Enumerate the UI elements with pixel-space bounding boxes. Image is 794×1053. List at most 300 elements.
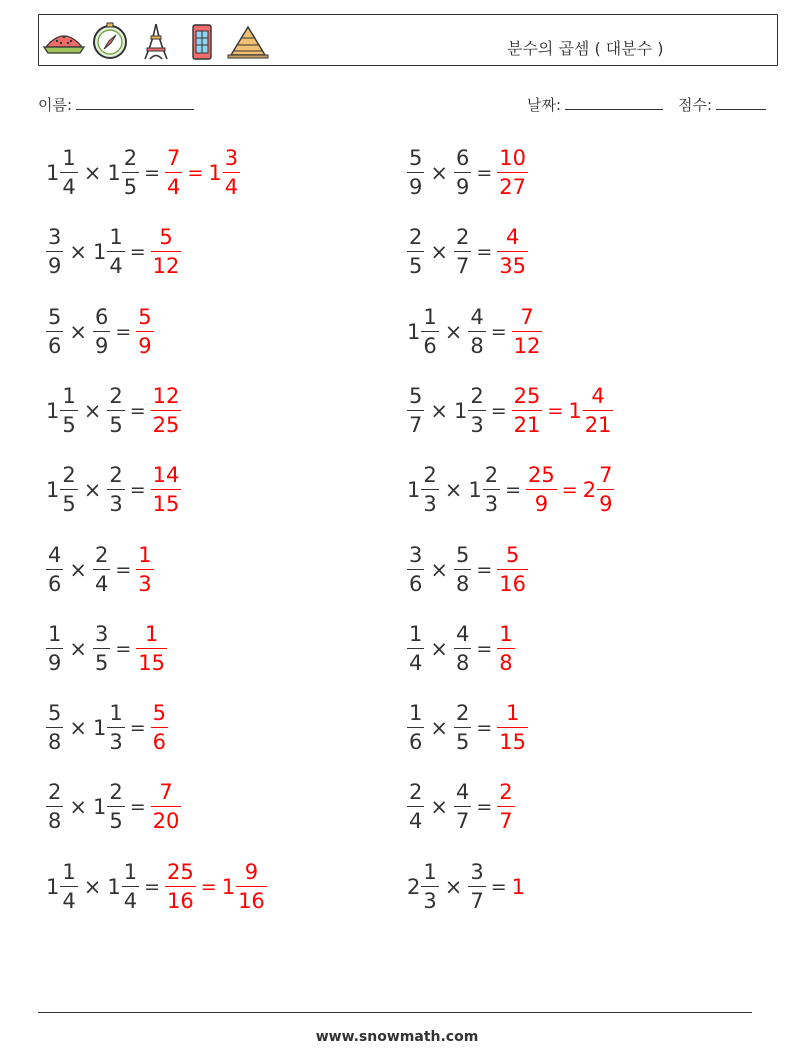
answer-mixed <box>583 465 615 515</box>
answer-value-denominator: 25 <box>151 410 182 436</box>
second-operand <box>93 703 125 753</box>
first-operand <box>407 383 424 437</box>
times-sign: × <box>430 716 448 741</box>
first-operand-fraction <box>422 859 437 913</box>
equals-sign: = <box>129 399 146 422</box>
second-operand-fraction <box>455 621 470 675</box>
answer-value-denominator: 3 <box>136 569 153 595</box>
times-sign: × <box>69 240 87 265</box>
first-operand-whole: 2 <box>407 874 421 899</box>
answer <box>497 542 528 596</box>
answer-mixed <box>568 383 613 437</box>
second-operand <box>107 465 124 515</box>
problem-item <box>46 616 167 682</box>
first-operand-denominator: 6 <box>421 331 438 357</box>
answer-equals-sign: = <box>561 479 578 502</box>
answer-value <box>165 859 196 913</box>
answer-mixed-numerator: 7 <box>599 463 613 488</box>
answer-value-numerator: 1 <box>144 621 159 646</box>
footer-divider <box>38 1012 752 1013</box>
first-operand-numerator: 5 <box>409 146 423 170</box>
second-operand <box>454 703 471 753</box>
second-operand-fraction <box>108 703 123 753</box>
answer-mixed-denominator: 16 <box>236 886 267 912</box>
first-operand-fraction <box>422 465 437 515</box>
answer-value <box>136 304 153 358</box>
second-operand-fraction <box>484 465 499 515</box>
answer-mixed-denominator: 21 <box>583 410 614 436</box>
answer-value-fraction <box>498 703 527 753</box>
problem-item <box>46 854 267 920</box>
answer <box>497 703 528 753</box>
equals-sign: = <box>476 637 493 660</box>
first-operand-whole: 1 <box>46 478 60 503</box>
second-operand-fraction <box>455 703 470 753</box>
first-operand <box>46 703 63 753</box>
first-operand <box>46 621 63 675</box>
equals-sign: = <box>115 320 132 343</box>
second-operand-fraction <box>455 782 470 832</box>
problem-item <box>46 378 181 444</box>
times-sign: × <box>69 557 87 582</box>
second-operand-numerator: 4 <box>470 304 484 329</box>
answer-mixed-fraction <box>598 465 613 515</box>
first-operand-fraction <box>47 304 62 358</box>
answer-value-numerator: 1 <box>499 621 513 646</box>
times-sign: × <box>69 636 87 661</box>
answer-value <box>136 621 167 675</box>
answer-value-fraction <box>152 782 181 832</box>
second-operand-numerator: 2 <box>470 383 484 408</box>
answer-value <box>512 875 526 899</box>
second-operand-denominator: 4 <box>107 251 124 277</box>
problem-item <box>407 616 515 682</box>
answer-equals-sign: = <box>200 875 217 898</box>
first-operand-fraction <box>408 782 423 832</box>
first-operand-fraction <box>61 148 76 198</box>
equals-sign: = <box>129 796 146 819</box>
second-operand-denominator: 5 <box>107 806 124 832</box>
answer-value-whole: 1 <box>511 874 526 899</box>
answer-value <box>136 542 153 596</box>
answer <box>136 304 153 358</box>
second-operand-denominator: 8 <box>454 648 471 674</box>
first-operand-fraction <box>61 859 76 913</box>
answer-mixed <box>208 148 240 198</box>
second-operand-numerator: 1 <box>109 701 123 726</box>
answer <box>526 465 614 515</box>
answer-mixed-whole: 2 <box>582 478 597 503</box>
answer <box>151 383 182 437</box>
second-operand-numerator: 6 <box>94 304 109 329</box>
problem-item <box>46 774 181 840</box>
answer-value-numerator: 7 <box>167 146 181 170</box>
second-operand-numerator: 5 <box>455 542 470 567</box>
first-operand <box>407 542 424 596</box>
answer-value-fraction <box>513 383 542 437</box>
first-operand-fraction <box>408 703 423 753</box>
second-operand-denominator: 7 <box>454 806 471 832</box>
second-operand-fraction <box>455 148 470 198</box>
first-operand <box>46 465 78 515</box>
first-operand-denominator: 4 <box>60 886 77 912</box>
answer <box>497 148 528 198</box>
second-operand-denominator: 3 <box>107 727 124 753</box>
second-operand-fraction <box>455 227 470 277</box>
second-operand-whole: 1 <box>107 161 121 185</box>
second-operand-whole: 1 <box>107 874 121 899</box>
second-operand <box>93 621 110 675</box>
second-operand <box>93 304 110 358</box>
answer-value-fraction <box>498 227 527 277</box>
first-operand-fraction <box>47 542 62 596</box>
first-operand-fraction <box>47 703 62 753</box>
first-operand-numerator: 3 <box>409 542 423 567</box>
times-sign: × <box>69 716 87 741</box>
answer-value <box>165 148 182 198</box>
second-operand-denominator: 5 <box>93 648 110 674</box>
second-operand-numerator: 6 <box>455 146 470 170</box>
problem-item <box>407 774 515 840</box>
times-sign: × <box>69 319 87 344</box>
problem-item <box>407 457 614 523</box>
equals-sign: = <box>476 241 493 264</box>
equals-sign: = <box>144 162 161 184</box>
first-operand-numerator: 1 <box>48 621 62 646</box>
second-operand-numerator: 2 <box>109 463 123 488</box>
first-operand <box>46 304 63 358</box>
worksheet-title: 분수의 곱셈 ( 대분수 ) <box>507 39 664 58</box>
answer-value-denominator: 12 <box>512 331 543 357</box>
equals-sign: = <box>490 875 507 898</box>
answer-value-fraction <box>498 148 527 198</box>
answer-value <box>497 542 528 596</box>
second-operand-denominator: 3 <box>483 489 500 515</box>
second-operand <box>107 859 139 913</box>
answer-value-numerator: 5 <box>159 225 173 250</box>
first-operand <box>46 383 78 437</box>
answer <box>136 542 153 596</box>
second-operand-denominator: 7 <box>468 886 485 912</box>
problem-item <box>46 140 240 206</box>
second-operand-denominator: 9 <box>454 172 471 198</box>
first-operand-fraction <box>47 782 62 832</box>
equals-sign: = <box>490 399 507 422</box>
second-operand-fraction <box>108 383 123 437</box>
answer-value <box>526 465 557 515</box>
second-operand-denominator: 5 <box>454 727 471 753</box>
first-operand-numerator: 1 <box>409 701 423 726</box>
second-operand <box>468 859 485 913</box>
answer-value-fraction <box>137 621 166 675</box>
first-operand-denominator: 8 <box>46 727 63 753</box>
answer-value-fraction <box>166 859 195 913</box>
first-operand-numerator: 4 <box>48 542 62 567</box>
answer-value <box>512 383 543 437</box>
first-operand-denominator: 9 <box>46 648 63 674</box>
second-operand-denominator: 5 <box>122 172 139 198</box>
answer <box>497 782 514 832</box>
answer-mixed-fraction <box>224 148 239 198</box>
answer-value-fraction <box>152 703 167 753</box>
first-operand-denominator: 6 <box>407 727 424 753</box>
second-operand-denominator: 5 <box>107 410 124 436</box>
equals-sign: = <box>476 717 493 740</box>
first-operand-numerator: 5 <box>409 383 423 408</box>
first-operand <box>46 859 78 913</box>
first-operand <box>46 227 63 277</box>
times-sign: × <box>444 874 463 899</box>
equals-sign: = <box>476 796 493 819</box>
score-label: 점수: <box>678 96 713 114</box>
first-operand-fraction <box>408 227 423 277</box>
second-operand-denominator: 3 <box>468 410 485 436</box>
first-operand <box>407 782 424 832</box>
times-sign: × <box>430 240 448 265</box>
second-operand-numerator: 2 <box>455 701 470 726</box>
second-operand-numerator: 3 <box>94 621 109 646</box>
answer-value-numerator: 1 <box>138 542 152 567</box>
answer-value-numerator: 14 <box>152 463 180 488</box>
answer-mixed <box>221 859 267 913</box>
name-label: 이름: <box>38 96 73 114</box>
first-operand-denominator: 4 <box>60 172 77 198</box>
answer-value <box>497 148 528 198</box>
first-operand-denominator: 3 <box>421 489 438 515</box>
problem-item <box>407 219 528 285</box>
times-sign: × <box>444 319 463 344</box>
second-operand-numerator: 2 <box>484 463 499 488</box>
second-operand-numerator: 4 <box>455 780 470 805</box>
first-operand-fraction <box>408 542 423 596</box>
answer-value <box>151 465 182 515</box>
first-operand-numerator: 2 <box>62 463 76 488</box>
second-operand-numerator: 2 <box>109 383 123 408</box>
second-operand-whole: 1 <box>92 716 107 741</box>
answer <box>165 148 240 198</box>
answer-mixed-whole: 1 <box>568 398 582 423</box>
first-operand-numerator: 5 <box>48 701 62 726</box>
answer-value-numerator: 5 <box>152 701 167 726</box>
times-sign: × <box>430 161 448 185</box>
second-operand-fraction <box>469 304 484 358</box>
first-operand-denominator: 5 <box>60 489 77 515</box>
first-operand-numerator: 5 <box>48 304 62 329</box>
answer-value-denominator: 15 <box>151 489 182 515</box>
equals-sign: = <box>476 162 493 184</box>
equals-sign: = <box>476 558 493 581</box>
answer-value-fraction <box>498 621 513 675</box>
answer-value <box>497 621 514 675</box>
second-operand-denominator: 4 <box>93 569 110 595</box>
second-operand-fraction <box>94 542 109 596</box>
first-operand-denominator: 6 <box>46 331 63 357</box>
first-operand-numerator: 1 <box>62 383 76 408</box>
answer-mixed-numerator: 9 <box>244 859 259 884</box>
answer-value <box>497 703 528 753</box>
answer-value-denominator: 16 <box>165 886 196 912</box>
problem-item <box>407 854 526 920</box>
answer-value-fraction <box>498 782 513 832</box>
answer-value-numerator: 7 <box>159 780 173 805</box>
second-operand <box>107 148 139 198</box>
times-sign: × <box>83 874 102 899</box>
problem-item <box>407 537 528 603</box>
first-operand <box>46 542 63 596</box>
first-operand-numerator: 1 <box>423 304 437 329</box>
second-operand-fraction <box>94 621 109 675</box>
times-sign: × <box>430 398 448 423</box>
answer-value-denominator: 15 <box>136 648 167 674</box>
second-operand-whole: 1 <box>92 240 107 265</box>
first-operand-numerator: 2 <box>423 463 437 488</box>
first-operand-fraction <box>408 621 423 675</box>
answer-mixed-whole: 1 <box>221 874 236 899</box>
answer-value <box>512 304 543 358</box>
answer <box>497 621 514 675</box>
equals-sign: = <box>115 637 132 660</box>
first-operand-denominator: 5 <box>60 410 77 436</box>
first-operand-whole: 1 <box>46 874 60 899</box>
second-operand-numerator: 1 <box>123 859 138 884</box>
second-operand-fraction <box>469 383 484 437</box>
answer-mixed-fraction <box>237 859 266 913</box>
first-operand <box>46 148 78 198</box>
answer-value-numerator: 5 <box>505 542 520 567</box>
second-operand-numerator: 1 <box>109 225 123 250</box>
answer-mixed-denominator: 4 <box>223 172 240 198</box>
problem-item <box>407 299 542 365</box>
first-operand-whole: 1 <box>407 478 421 503</box>
equals-sign: = <box>129 717 146 740</box>
first-operand-numerator: 2 <box>409 225 423 250</box>
second-operand-denominator: 8 <box>468 331 485 357</box>
answer-value-numerator: 10 <box>499 146 527 170</box>
second-operand-numerator: 4 <box>455 621 470 646</box>
answer-value-denominator: 20 <box>151 806 182 832</box>
problem-item <box>407 378 613 444</box>
second-operand-numerator: 2 <box>455 225 470 250</box>
first-operand <box>407 859 439 913</box>
first-operand-numerator: 1 <box>409 621 423 646</box>
first-operand-fraction <box>47 621 62 675</box>
times-sign: × <box>83 478 102 503</box>
first-operand <box>407 703 424 753</box>
answer-value-denominator: 7 <box>497 806 514 832</box>
first-operand-numerator: 1 <box>62 146 76 170</box>
answer-value-numerator: 7 <box>520 304 534 329</box>
answer-value-denominator: 12 <box>151 251 182 277</box>
first-operand-numerator: 1 <box>62 859 76 884</box>
second-operand <box>454 148 471 198</box>
second-operand-numerator: 2 <box>109 780 123 805</box>
second-operand-fraction <box>455 542 470 596</box>
second-operand <box>107 383 124 437</box>
second-operand <box>453 383 486 437</box>
answer <box>497 227 528 277</box>
second-operand-fraction <box>108 465 123 515</box>
first-operand <box>407 227 424 277</box>
second-operand <box>454 782 471 832</box>
answer-mixed-whole: 1 <box>208 161 222 185</box>
first-operand-fraction <box>422 304 437 358</box>
second-operand <box>454 542 471 596</box>
first-operand-fraction <box>408 148 423 198</box>
answer-value-numerator: 12 <box>152 383 180 408</box>
problem-item <box>407 140 528 206</box>
first-operand-numerator: 2 <box>409 780 423 805</box>
first-operand-denominator: 7 <box>407 410 424 436</box>
answer-mixed-denominator: 9 <box>597 489 614 515</box>
first-operand-numerator: 3 <box>48 225 62 250</box>
answer-value-fraction <box>137 304 152 358</box>
second-operand <box>468 304 485 358</box>
second-operand <box>454 227 471 277</box>
problem-item <box>407 695 528 761</box>
answer <box>151 703 168 753</box>
second-operand <box>93 227 125 277</box>
first-operand-denominator: 9 <box>46 251 63 277</box>
answer-value-denominator: 15 <box>497 727 528 753</box>
equals-sign: = <box>129 241 146 264</box>
second-operand <box>93 542 110 596</box>
second-operand-whole: 1 <box>468 478 482 503</box>
answer-value-denominator: 21 <box>512 410 543 436</box>
equals-sign: = <box>144 875 161 898</box>
answer-value-denominator: 9 <box>136 331 153 357</box>
second-operand-fraction <box>108 782 123 832</box>
footer-url: www.snowmath.com <box>315 1029 479 1045</box>
first-operand <box>407 304 439 358</box>
answer-value-denominator: 9 <box>526 489 557 515</box>
second-operand <box>454 621 471 675</box>
first-operand-denominator: 4 <box>407 806 424 832</box>
second-operand-fraction <box>94 304 109 358</box>
answer-value <box>151 703 168 753</box>
second-operand-denominator: 8 <box>454 569 471 595</box>
answer-value-denominator: 6 <box>151 727 168 753</box>
first-operand-denominator: 3 <box>421 886 438 912</box>
second-operand-denominator: 7 <box>454 251 471 277</box>
answer-mixed-numerator: 3 <box>224 146 239 170</box>
times-sign: × <box>69 795 87 820</box>
first-operand-fraction <box>61 383 76 437</box>
answer-value-denominator: 4 <box>165 172 182 198</box>
date-label: 날짜: <box>527 96 562 114</box>
first-operand-denominator: 6 <box>407 569 424 595</box>
second-operand-numerator: 2 <box>94 542 109 567</box>
answer-value-fraction <box>152 227 181 277</box>
answer-value-fraction <box>166 148 181 198</box>
problem-item <box>46 219 181 285</box>
answer-value <box>497 227 528 277</box>
answer-value-numerator: 1 <box>505 701 520 726</box>
second-operand-numerator: 2 <box>123 146 138 170</box>
answer-equals-sign: = <box>547 399 564 422</box>
answer-value-numerator: 25 <box>167 859 194 884</box>
answer <box>151 782 182 832</box>
first-operand <box>407 621 424 675</box>
times-sign: × <box>430 795 448 820</box>
answer-value-denominator: 16 <box>497 569 528 595</box>
answer <box>512 383 614 437</box>
first-operand-denominator: 6 <box>46 569 63 595</box>
answer-value-fraction <box>152 383 181 437</box>
answer <box>136 621 167 675</box>
times-sign: × <box>444 478 463 503</box>
answer-value-numerator: 25 <box>513 383 541 408</box>
answer-equals-sign: = <box>187 162 204 184</box>
